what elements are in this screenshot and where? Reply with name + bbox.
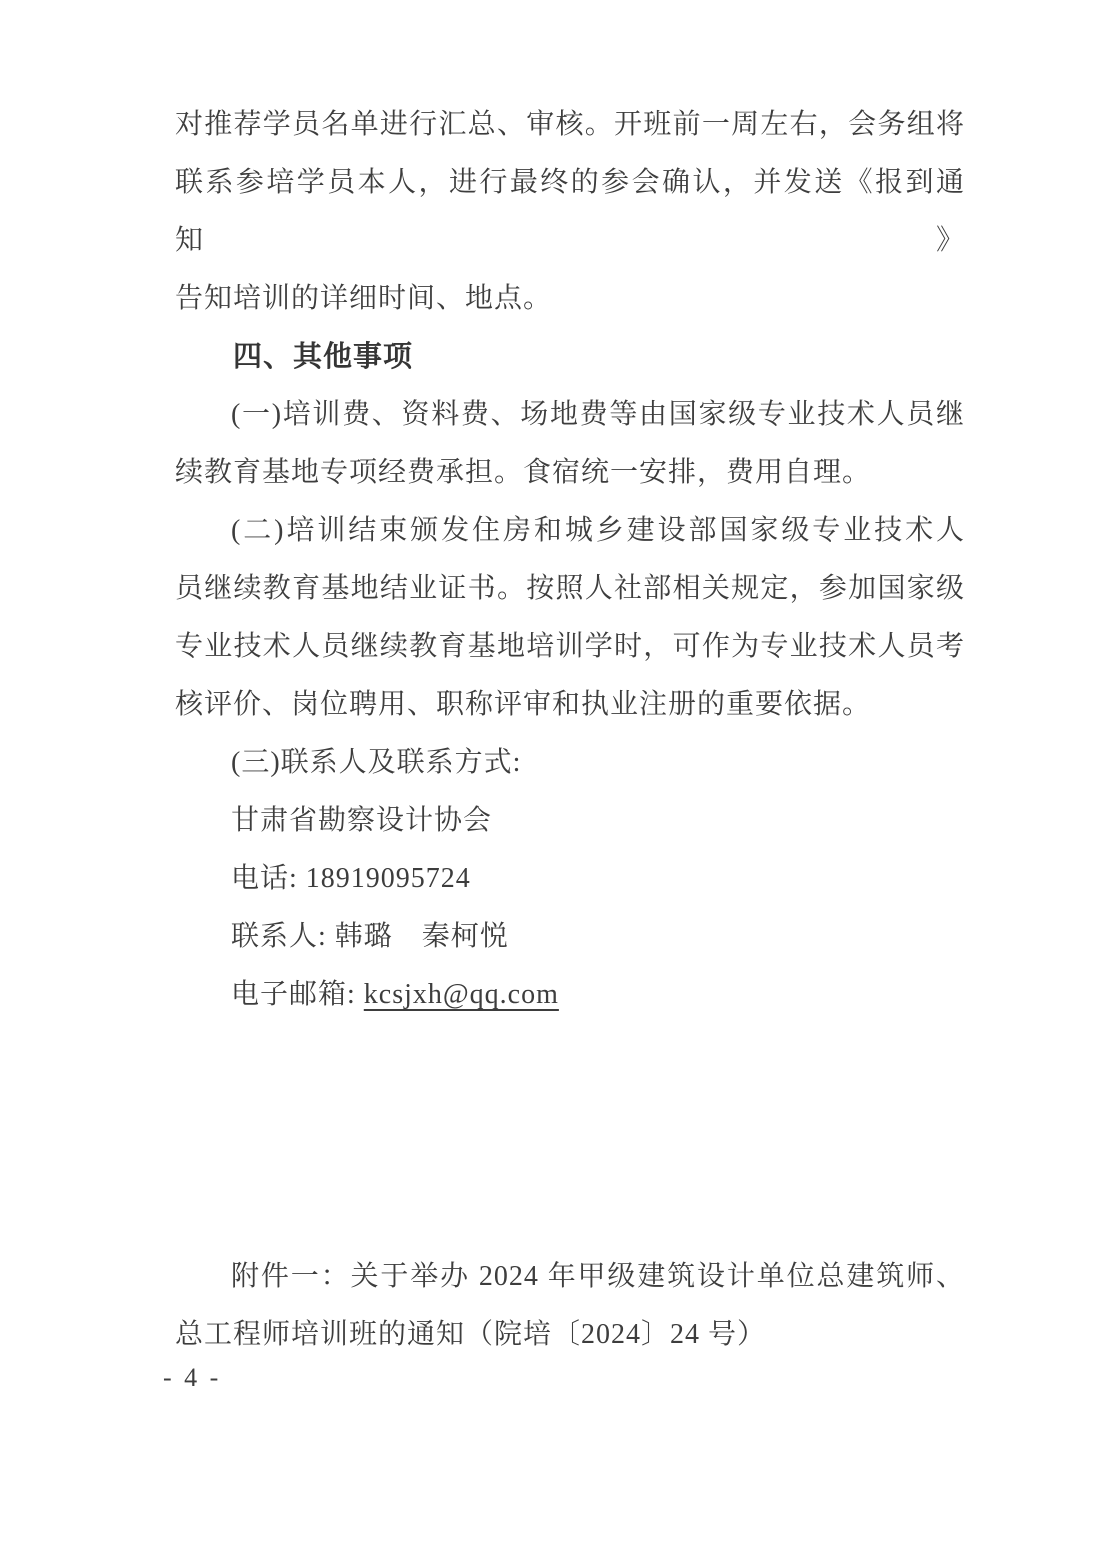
email-label: 电子邮箱: — [231, 979, 364, 1010]
attachment-line-2: 总工程师培训班的通知（院培〔2024〕24 号） — [175, 1319, 767, 1350]
contact-heading: (三)联系人及联系方式: — [231, 747, 522, 778]
attachment-block — [175, 1248, 965, 1364]
continuation-line-1: 对推荐学员名单进行汇总、审核。开班前一周左右，会务组将 — [175, 109, 965, 140]
contact-person-line — [175, 908, 965, 966]
continuation-line-2: 联系参培学员本人，进行最终的参会确认，并发送《报到通知》 — [175, 167, 965, 256]
attachment-line-1: 附件一：关于举办 2024 年甲级建筑设计单位总建筑师、 — [231, 1261, 965, 1292]
contact-org-name: 甘肃省勘察设计协会 — [231, 805, 493, 836]
certificate-line-4: 核评价、岗位聘用、职称评审和执业注册的重要依据。 — [175, 689, 872, 720]
fees-line-2: 续教育基地专项经费承担。食宿统一安排，费用自理。 — [175, 457, 872, 488]
fees-line-1: (一)培训费、资料费、场地费等由国家级专业技术人员继 — [231, 399, 965, 430]
certificate-line-2: 员继续教育基地结业证书。按照人社部相关规定，参加国家级 — [175, 573, 965, 604]
contact-phone-line — [175, 850, 965, 908]
certificate-line-1: (二)培训结束颁发住房和城乡建设部国家级专业技术人 — [231, 515, 965, 546]
page-number: - 4 - — [163, 1363, 222, 1392]
contact-email-line — [175, 966, 965, 1024]
phone-label: 电话: — [231, 863, 306, 894]
email-address: kcsjxh@qq.com — [363, 979, 559, 1010]
certificate-line-3: 专业技术人员继续教育基地培训学时，可作为专业技术人员考 — [175, 631, 965, 662]
contact-person-label: 联系人: — [231, 921, 335, 952]
document-body — [175, 96, 965, 1364]
continuation-line-3: 告知培训的详细时间、地点。 — [175, 283, 553, 314]
contact-person-names: 韩璐 秦柯悦 — [334, 921, 509, 952]
section-heading: 四、其他事项 — [233, 341, 414, 373]
phone-number: 18919095724 — [305, 863, 471, 894]
